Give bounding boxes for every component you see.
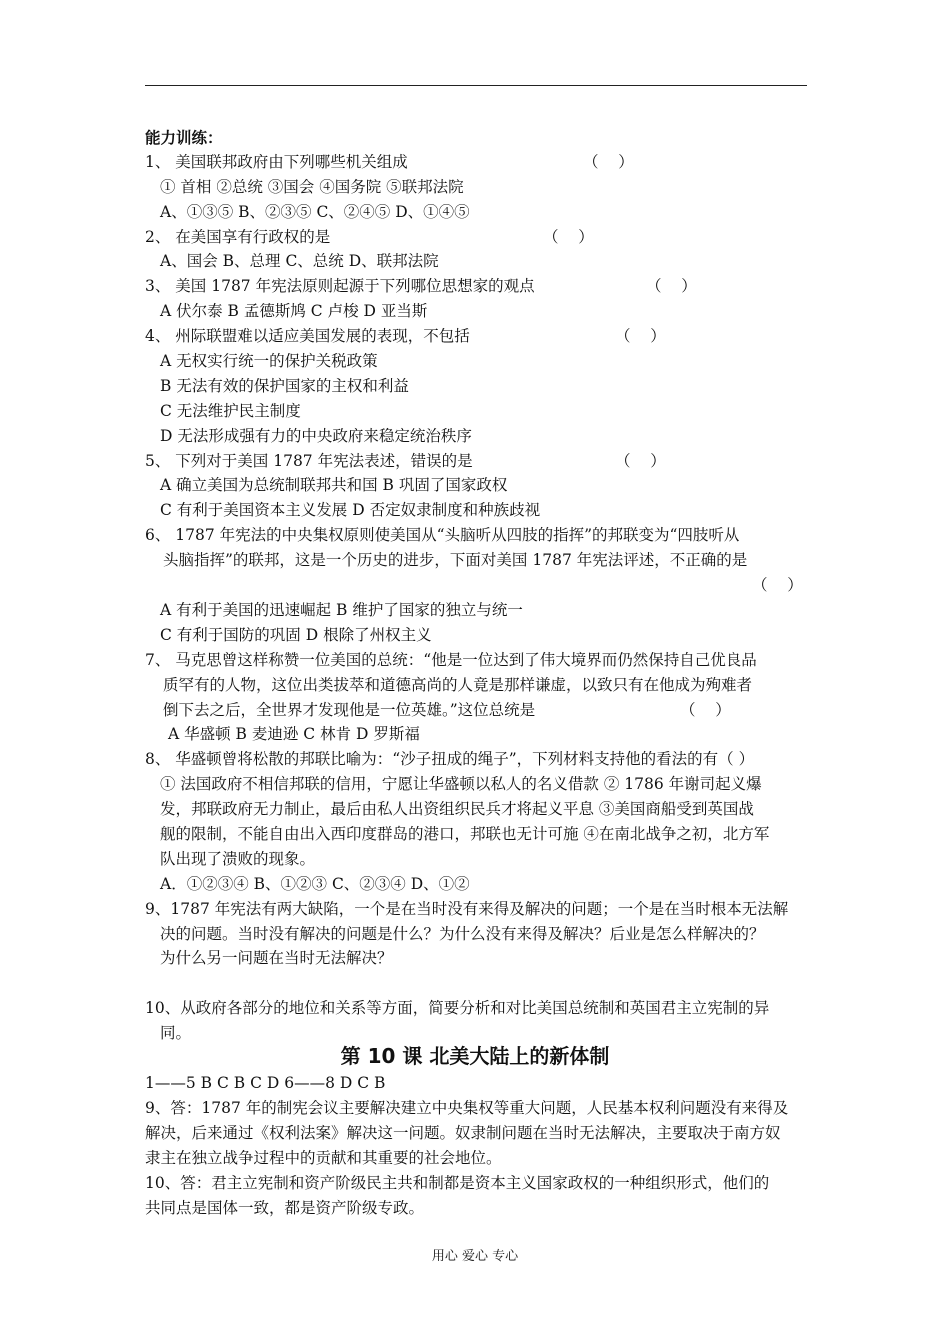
page-footer: 用心 爱心 专心 xyxy=(431,1249,519,1264)
answer-section-title: 第 10 课 北美大陆上的新体制 xyxy=(340,1044,610,1068)
q5-answer-paren: （ ） xyxy=(615,452,666,470)
q6-stem-line1: 6、 1787 年宪法的中央集权原则使美国从“头脑听从四肢的指挥”的邦联变为“四肢听从 xyxy=(145,526,740,544)
q7-options: A 华盛顿 B 麦迪逊 C 林肯 D 罗斯福 xyxy=(168,725,420,743)
q3-answer-paren: （ ） xyxy=(646,277,697,295)
q3-stem: 3、 美国 1787 年宪法原则起源于下列哪位思想家的观点 xyxy=(145,277,535,295)
q7-answer-paren: （ ） xyxy=(680,701,731,719)
q9-line2: 决的问题。当时没有解决的问题是什么？为什么没有来得及解决？后业是怎么样解决的？ xyxy=(160,925,765,943)
answer-multiple-choice: 1——5 B C B C D 6——8 D C B xyxy=(145,1074,386,1092)
q4-answer-paren: （ ） xyxy=(615,327,666,345)
q1-answer-paren: （ ） xyxy=(583,153,634,171)
q9-line3: 为什么另一问题在当时无法解决？ xyxy=(160,949,393,967)
answer-9-line3: 隶主在独立战争过程中的贡献和其重要的社会地位。 xyxy=(145,1149,502,1167)
q8-material-line2: 发，邦联政府无力制止，最后由私人出资组织民兵才将起义平息 ③美国商船受到英国战 xyxy=(160,800,754,818)
answer-9-line1: 9、答：1787 年的制宪会议主要解决建立中央集权等重大问题，人民基本权利问题没有来得及 xyxy=(145,1099,789,1117)
q8-stem: 8、 华盛顿曾将松散的邦联比喻为：“沙子扭成的绳子”，下列材料支持他的看法的有（ ） xyxy=(145,750,755,768)
q6-answer-paren: （ ） xyxy=(752,576,803,594)
q8-material-line3: 舰的限制，不能自由出入西印度群岛的港口，邦联也无计可施 ④在南北战争之初，北方军 xyxy=(160,825,770,843)
q8-options: A．①②③④ B、①②③ C、②③④ D、①② xyxy=(160,875,470,893)
q1-stem: 1、 美国联邦政府由下列哪些机关组成 xyxy=(145,153,408,171)
q6-options-ab: A 有利于美国的迅速崛起 B 维护了国家的独立与统一 xyxy=(160,601,523,619)
q7-stem-line3: 倒下去之后，全世界才发现他是一位英雄。”这位总统是 xyxy=(163,701,536,719)
q8-material-line4: 队出现了溃败的现象。 xyxy=(160,850,316,868)
q4-option-c: C 无法维护民主制度 xyxy=(160,402,301,420)
q6-stem-line2: 头脑指挥”的联邦，这是一个历史的进步，下面对美国 1787 年宪法评述，不正确的是 xyxy=(163,551,748,569)
answer-10-line2: 共同点是国体一致，都是资产阶级专政。 xyxy=(145,1199,425,1217)
q7-stem-line2: 质罕有的人物，这位出类拔萃和道德高尚的人竟是那样谦虚，以致只有在他成为殉难者 xyxy=(163,676,753,694)
q10-line2: 同。 xyxy=(160,1024,192,1042)
q8-material-line1: ① 法国政府不相信邦联的信用，宁愿让华盛顿以私人的名义借款 ② 1786 年谢司起义爆 xyxy=(160,775,762,793)
q3-options: A 伏尔泰 B 孟德斯鸠 C 卢梭 D 亚当斯 xyxy=(160,302,428,320)
q2-stem: 2、 在美国享有行政权的是 xyxy=(145,228,331,246)
q5-options-ab: A 确立美国为总统制联邦共和国 B 巩固了国家政权 xyxy=(160,476,508,494)
q2-answer-paren: （ ） xyxy=(543,228,594,246)
q9-line1: 9、1787 年宪法有两大缺陷，一个是在当时没有来得及解决的问题；一个是在当时根本无法解 xyxy=(145,900,789,918)
q4-option-d: D 无法形成强有力的中央政府来稳定统治秩序 xyxy=(160,427,472,445)
q5-options-cd: C 有利于美国资本主义发展 D 否定奴隶制度和种族歧视 xyxy=(160,501,541,519)
q10-line1: 10、从政府各部分的地位和关系等方面，简要分析和对比美国总统制和英国君主立宪制的异 xyxy=(145,999,770,1017)
q2-options: A、国会 B、总理 C、总统 D、联邦法院 xyxy=(160,252,439,270)
q4-stem: 4、 州际联盟难以适应美国发展的表现，不包括 xyxy=(145,327,470,345)
q6-options-cd: C 有利于国防的巩固 D 根除了州权主义 xyxy=(160,626,432,644)
q4-option-a: A 无权实行统一的保护关税政策 xyxy=(160,352,378,370)
section-heading: 能力训练： xyxy=(145,128,223,147)
answer-10-line1: 10、答：君主立宪制和资产阶级民主共和制都是资本主义国家政权的一种组织形式，他们的 xyxy=(145,1174,770,1192)
header-rule xyxy=(145,85,807,86)
q1-options: A、①③⑤ B、②③⑤ C、②④⑤ D、①④⑤ xyxy=(160,203,470,221)
q1-items: ① 首相 ②总统 ③国会 ④国务院 ⑤联邦法院 xyxy=(160,178,464,196)
q7-stem-line1: 7、 马克思曾这样称赞一位美国的总统：“他是一位达到了伟大境界而仍然保持自己优良品 xyxy=(145,651,757,669)
q4-option-b: B 无法有效的保护国家的主权和利益 xyxy=(160,377,409,395)
q5-stem: 5、 下列对于美国 1787 年宪法表述，错误的是 xyxy=(145,452,473,470)
answer-9-line2: 解决，后来通过《权利法案》解决这一问题。奴隶制问题在当时无法解决，主要取决于南方奴 xyxy=(145,1124,781,1142)
